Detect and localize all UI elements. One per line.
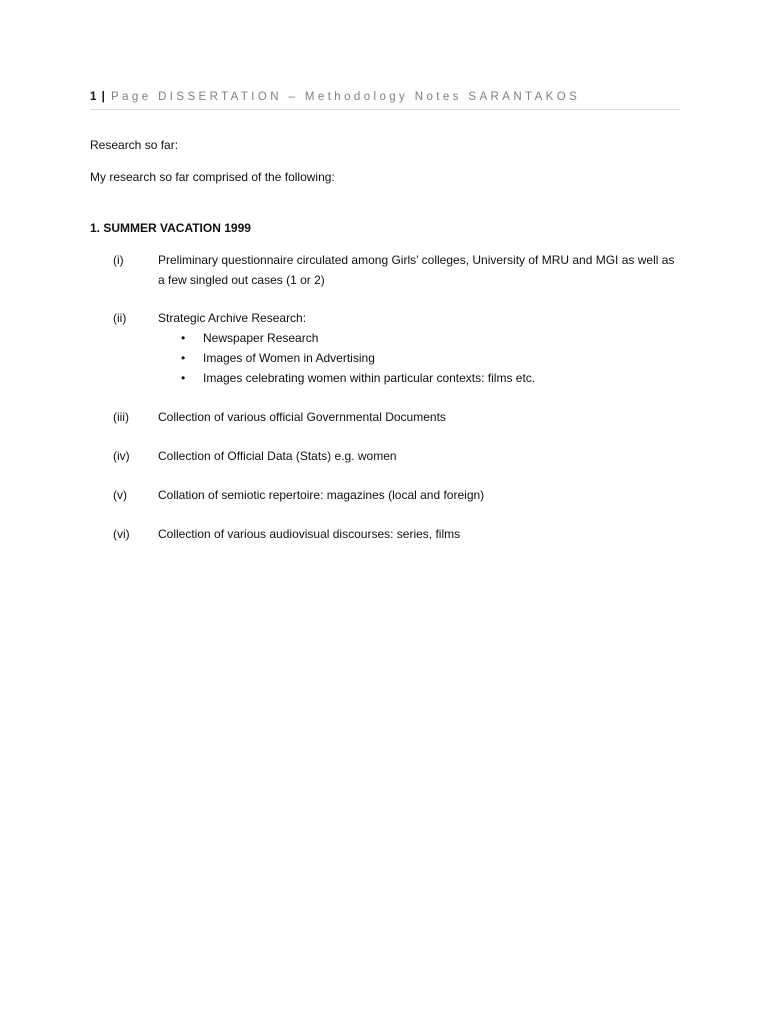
item-text: Collection of various official Governmental Documents [158,410,446,424]
section-title: 1. SUMMER VACATION 1999 [90,221,251,235]
item-numeral: (ii) [113,311,127,325]
item-text: Collection of Official Data (Stats) e.g. women [158,449,397,463]
item-numeral: (iii) [113,410,129,424]
list-item [181,331,319,345]
bullet-icon: • [181,331,186,345]
research-lead: My research so far comprised of the following: [90,170,335,184]
list-item [181,371,536,385]
item-numeral: (iv) [113,449,130,463]
item-numeral: (i) [113,253,124,267]
item-text: Strategic Archive Research: [158,311,307,325]
bullet-icon: • [181,371,186,385]
bullet-text: Newspaper Research [203,331,319,345]
item-numeral: (v) [113,488,127,502]
page-header [90,91,680,110]
running-title: Page DISSERTATION – Methodology Notes SARANTAKOS [111,91,581,103]
bullet-icon: • [181,351,186,365]
item-numeral: (vi) [113,527,130,541]
item-text: Collection of various audiovisual discourses: series, films [158,527,461,541]
bullet-text: Images celebrating women within particular contexts: films etc. [203,371,536,385]
item-text: Preliminary questionnaire circulated among Girls’ colleges, University of MRU and MGI as well as a few singled out cases (1 or 2) [158,253,675,287]
item-text: Collation of semiotic repertoire: magazines (local and foreign) [158,488,485,502]
bullet-text: Images of Women in Advertising [203,351,375,365]
list-item [181,351,375,365]
page-number: 1 [90,91,97,103]
header-separator: | [101,91,105,103]
research-heading: Research so far: [90,138,179,152]
